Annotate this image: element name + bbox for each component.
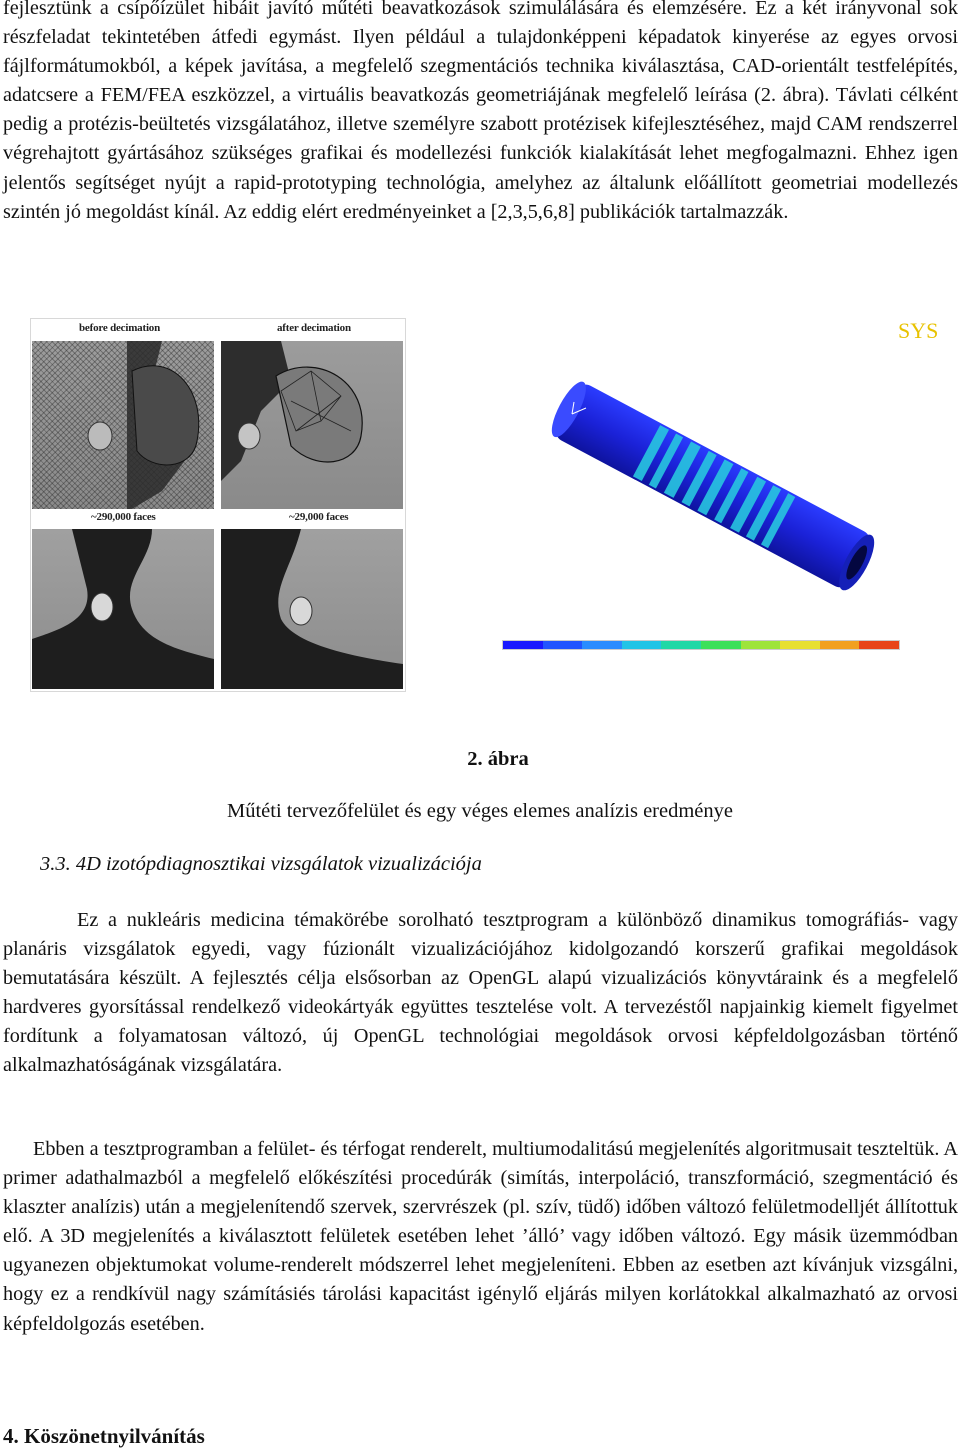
mesh-before-pane <box>32 341 214 509</box>
render-before-pane <box>32 529 214 689</box>
paragraph-nuclear-medicine: Ez a nukleáris medicina témakörébe sorolható tesztprogram a különböző dinamikus tomográfiás- vagy planáris vizsgálatok egyedi, vagy fúzionált vizualizációjához kidolgozandó korszerű grafikai megoldások bemutatására készült. A fejlesztés célja elsősorban az OpenGL alapú vizualizációs könyvtáraink és a megfelelő hardveres gyorsítással rendelkező videokártyák együttes tesztelése volt. A tervezéstől napjainkig kiemelt figyelmet fordítunk a folyamatosan változó, új OpenGL technológiai megoldások orvosi képfeldolgozásban történő alkalmazhatóságának vizsgálatára. <box>3 909 958 1077</box>
color-legend-swatch <box>701 641 741 649</box>
render-shape-after <box>221 529 403 689</box>
section-heading: 4. Köszönetnyilvánítás <box>3 1424 205 1448</box>
fea-figure <box>500 318 939 658</box>
color-legend-swatch <box>820 641 860 649</box>
color-legend-bar <box>502 640 900 650</box>
color-legend-swatch <box>622 641 662 649</box>
paragraph-test-program: Ebben a tesztprogramban a felület- és térfogat renderelt, multiumodalitású megjelenítés algoritmusait teszteltük. A primer adathalmazból a megfelelő előkészítési procedúrák (simítás, interpoláció, transzformáció, szegmentáció és klaszter analízis) után a megjelenítendő szervek, szervrészek (pl. szív, tüdő) időben változó felületmodelljét állítottuk elő. A 3D megjelenítés a kiválasztott felületek esetében lehet ’álló’ vagy időben változó. Egy másik üzemmódban ugyanezen objektumokat volume-renderelt módszerrel lehet megjeleníteni. Ebben az esetben azt kívánjuk vizsgálni, hogy ez a rendkívül nagy számításiés tárolási kapacitást igénylő eljárás milyen korlátokkal alkalmazható az orvosi képfeldolgozás esetében. <box>3 1138 958 1335</box>
figure-number: 2. ábra <box>467 748 529 770</box>
fea-tube-model <box>500 318 900 638</box>
mesh-shape-after <box>221 341 403 509</box>
decimation-figure <box>30 318 406 692</box>
color-legend-swatch <box>661 641 701 649</box>
label-faces-before: ~290,000 faces <box>91 511 156 523</box>
label-after-decimation: after decimation <box>277 322 351 334</box>
mesh-after-pane <box>221 341 403 509</box>
paragraph-intro: fejlesztünk a csípőízület hibáit javító műtéti beavatkozások szimulálására és elemzésére. Ez a két irányvonal sok részfeladat tekintetében átfedi egymást. Ilyen például a tulajdonképpeni képadatok kinyerése az egyes orvosi fájlformátumokból, a képek javítása, a megfelelő szegmentációs technika kiválasztása, CAD-orientált testfelépítés, adatcsere a FEM/FEA eszközzel, a virtuális beavatkozás geometriájának megfelelő leírása (2. ábra). Távlati célként pedig a protézis-beültetés vizsgálatához, illetve személyre szabott protézisek kifejlesztéséhez, majd CAM rendszerrel végrehajtott gyártásához szükséges grafikai és modellezési funkciók kialakítását lehet megfogalmazni. Ehhez igen jelentős segítséget nyújt a rapid-prototyping technológia, amelyhez az általunk előállított geometriai modellezés szintén jó megoldást kínál. Az eddig elért eredményeinket a [2,3,5,6,8] publikációk tartalmazzák. <box>3 0 958 223</box>
color-legend-swatch <box>503 641 543 649</box>
color-legend-swatch <box>582 641 622 649</box>
color-legend-swatch <box>543 641 583 649</box>
label-before-decimation: before decimation <box>79 322 161 334</box>
subsection-heading: 3.3. 4D izotópdiagnosztikai vizsgálatok vizualizációja <box>40 853 482 875</box>
render-shape-before <box>32 529 214 689</box>
label-faces-after: ~29,000 faces <box>289 511 349 523</box>
mesh-shape-before <box>32 341 214 509</box>
color-legend-swatch <box>741 641 781 649</box>
color-legend-swatch <box>859 641 899 649</box>
figure-caption: Műtéti tervezőfelület és egy véges elemes analízis eredménye <box>226 800 733 822</box>
color-legend-swatch <box>780 641 820 649</box>
render-after-pane <box>221 529 403 689</box>
sys-label: SYS <box>898 318 939 343</box>
